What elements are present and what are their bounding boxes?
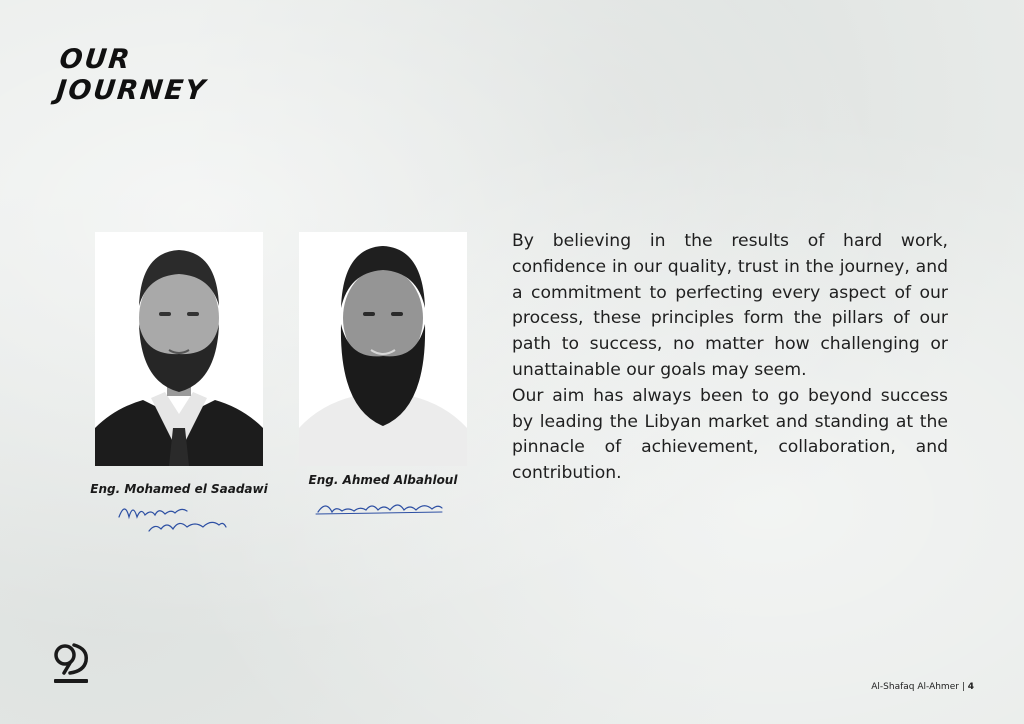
paragraph-1: By believing in the results of hard work, confidence in our quality, trust in the journey, and a commitment to perfecting every aspect of our process, these principles form the pillars of our path to success, no matter how challenging or unattainable our goals may seem.	[512, 231, 948, 380]
signature-ahmed-albahloul	[314, 498, 446, 522]
signature-mohamed-el-saadawi	[115, 497, 230, 537]
person-name-mohamed-el-saadawi: Eng. Mohamed el Saadawi	[90, 482, 268, 496]
journey-description	[512, 229, 948, 487]
company-logo	[50, 639, 92, 687]
footer	[871, 682, 974, 692]
paragraph-2: Our aim has always been to go beyond success by leading the Libyan market and standing at the pinnacle of achievement, collaboration, and contribution.	[512, 385, 948, 484]
page-title-line-2: JOURNEY	[54, 75, 209, 106]
portrait-mohamed-el-saadawi	[95, 232, 263, 466]
page-title	[55, 44, 212, 106]
page-title-line-1: OUR	[58, 44, 133, 75]
footer-company: Al-Shafaq Al-Ahmer	[871, 682, 959, 692]
footer-separator: |	[961, 682, 965, 692]
portrait-ahmed-albahloul	[299, 232, 467, 466]
person-name-ahmed-albahloul: Eng. Ahmed Albahloul	[308, 473, 458, 487]
page-number: 4	[967, 682, 974, 692]
